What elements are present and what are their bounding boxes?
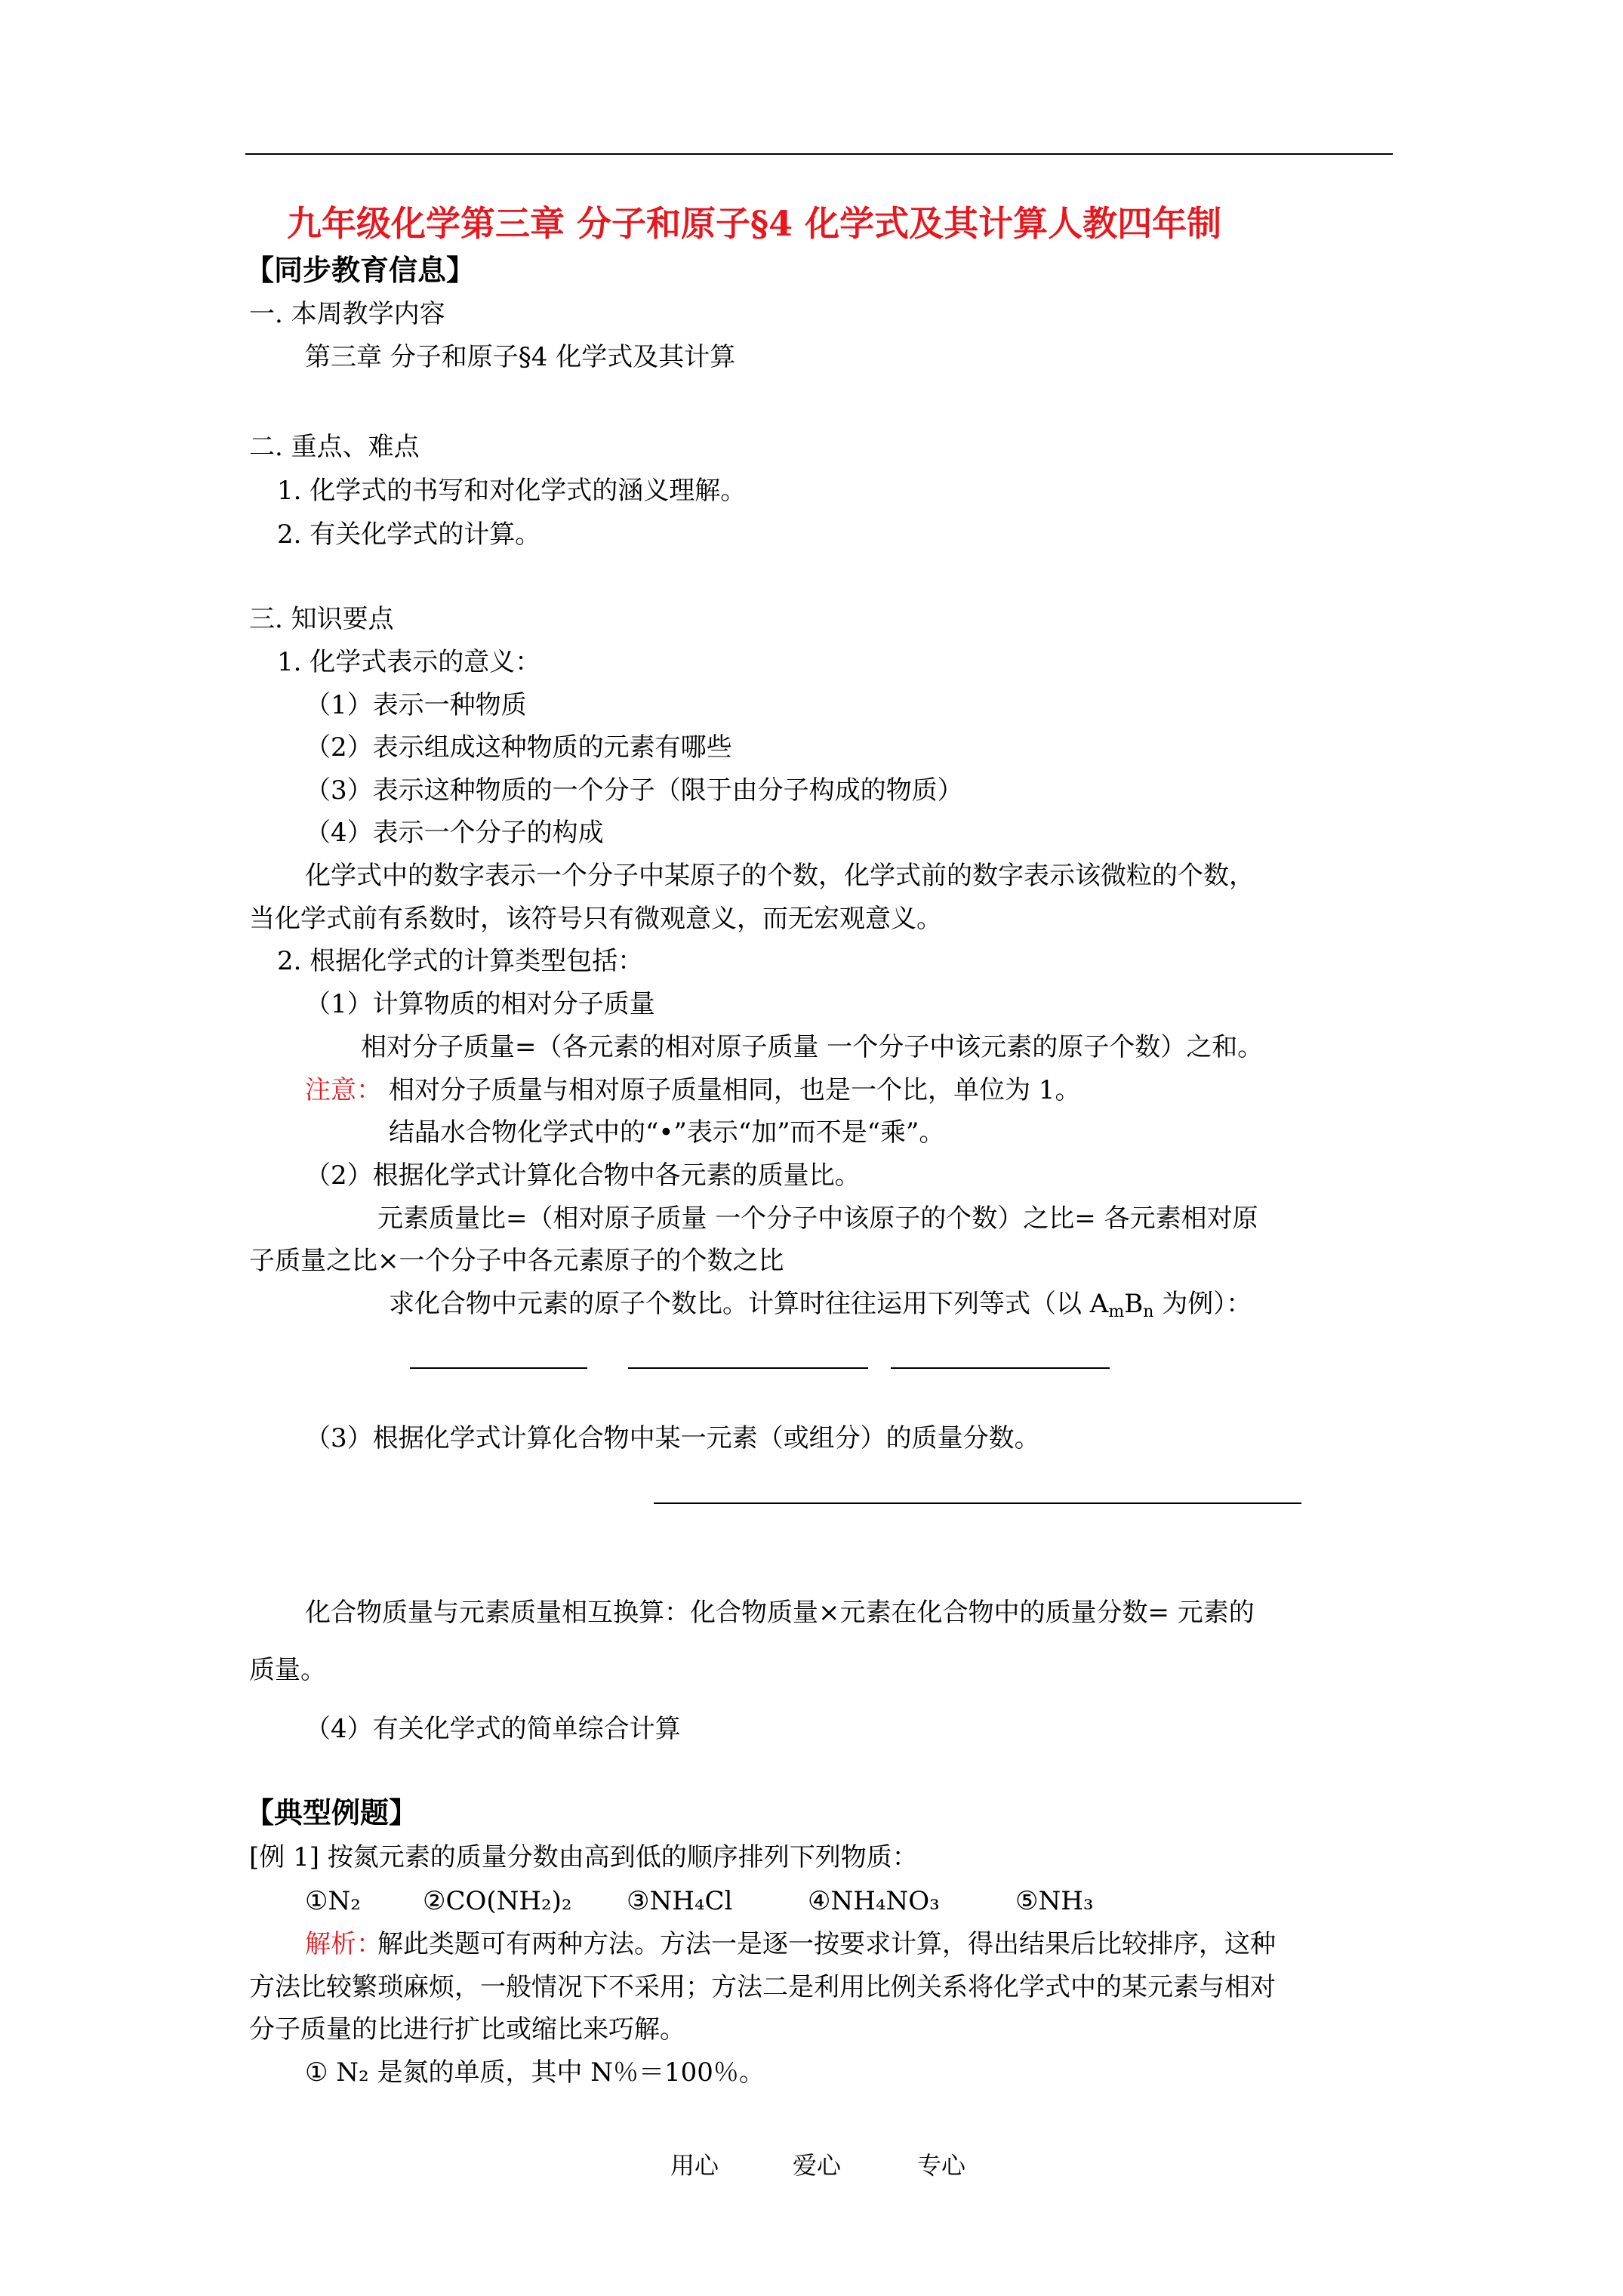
note-text: 结晶水合物化学式中的“•”表示“加”而不是“乘”。 — [389, 1117, 945, 1148]
conversion-text: 质量。 — [249, 1655, 326, 1685]
knowledge-1-item: （4）表示一个分子的构成 — [305, 818, 604, 848]
knowledge-2-3: （3）根据化学式计算化合物中某一元素（或组分）的质量分数。 — [305, 1423, 1040, 1453]
knowledge-1-paragraph: 化学式中的数字表示一个分子中某原子的个数，化学式前的数字表示该微粒的个数， — [305, 861, 1255, 891]
blank-line — [891, 1367, 1110, 1369]
subscript-m: m — [1108, 1302, 1125, 1321]
analysis-text: ① N₂ 是氮的单质，其中 N％＝100％。 — [305, 2057, 765, 2088]
atom-ratio-post: 为例）： — [1153, 1289, 1252, 1319]
knowledge-1-item: （3）表示这种物质的一个分子（限于由分子构成的物质） — [305, 775, 963, 806]
footer-item: 爱心 — [793, 2151, 842, 2180]
knowledge-2: 2. 根据化学式的计算类型包括： — [277, 946, 644, 976]
analysis-text: 解此类题可有两种方法。方法一是逐一按要求计算，得出结果后比较排序，这种 — [377, 1929, 1276, 1959]
heading-1-body: 第三章 分子和原子§4 化学式及其计算 — [305, 342, 736, 372]
section-examples-heading: 【典型例题】 — [245, 1795, 418, 1829]
example-option: ⑤NH₃ — [1015, 1886, 1094, 1916]
blank-line — [410, 1367, 587, 1369]
section-sync-heading: 【同步教育信息】 — [245, 253, 476, 287]
example-option: ①N₂ — [305, 1886, 361, 1916]
page-title: 九年级化学第三章 分子和原子§4 化学式及其计算人教四年制 — [287, 203, 1222, 244]
atom-ratio-mid: B — [1124, 1289, 1144, 1319]
atom-ratio-pre: 求化合物中元素的原子个数比。计算时往往运用下列等式（以 A — [389, 1289, 1109, 1319]
mass-ratio-formula: 子质量之比×一个分子中各元素原子的个数之比 — [249, 1246, 784, 1276]
blank-line — [654, 1502, 1301, 1504]
knowledge-2-2: （2）根据化学式计算化合物中各元素的质量比。 — [305, 1160, 861, 1191]
analysis-text: 分子质量的比进行扩比或缩比来巧解。 — [249, 2014, 685, 2045]
heading-2: 二. 重点、难点 — [249, 432, 420, 462]
knowledge-1-item: （2）表示组成这种物质的元素有哪些 — [305, 732, 732, 763]
footer-item: 专心 — [917, 2151, 966, 2180]
formula-relative-molecular-mass: 相对分子质量=（各元素的相对原子质量 一个分子中该元素的原子个数）之和。 — [361, 1032, 1264, 1062]
example-option: ④NH₄NO₃ — [808, 1886, 940, 1916]
analysis-text: 方法比较繁琐麻烦，一般情况下不采用；方法二是利用比例关系将化学式中的某元素与相对 — [249, 1972, 1276, 2002]
conversion-text: 化合物质量与元素质量相互换算：化合物质量×元素在化合物中的质量分数= 元素的 — [305, 1598, 1255, 1628]
subscript-n: n — [1143, 1302, 1154, 1321]
analysis-label: 解析： — [305, 1929, 382, 1959]
note-text: 相对分子质量与相对原子质量相同，也是一个比，单位为 1。 — [389, 1075, 1081, 1105]
example-1-question: [例 1] 按氮元素的质量分数由高到低的顺序排列下列物质： — [249, 1842, 918, 1872]
mass-ratio-formula: 元素质量比=（相对原子质量 一个分子中该原子的个数）之比= 各元素相对原 — [377, 1203, 1258, 1234]
knowledge-1-paragraph: 当化学式前有系数时，该符号只有微观意义，而无宏观意义。 — [249, 904, 942, 934]
example-option: ②CO(NH₂)₂ — [423, 1886, 572, 1916]
blank-line — [628, 1367, 868, 1369]
knowledge-1: 1. 化学式表示的意义： — [277, 647, 541, 677]
knowledge-2-1: （1）计算物质的相对分子质量 — [305, 989, 655, 1019]
note-label: 注意： — [305, 1075, 382, 1105]
header-rule — [245, 153, 1393, 155]
heading-3: 三. 知识要点 — [249, 604, 394, 634]
example-option: ③NH₄Cl — [627, 1886, 733, 1916]
heading-2-item: 2. 有关化学式的计算。 — [277, 519, 541, 550]
heading-1: 一. 本周教学内容 — [249, 299, 445, 329]
atom-ratio-text — [389, 1289, 1252, 1319]
knowledge-2-4: （4）有关化学式的简单综合计算 — [305, 1714, 681, 1744]
knowledge-1-item: （1）表示一种物质 — [305, 690, 527, 720]
heading-2-item: 1. 化学式的书写和对化学式的涵义理解。 — [277, 476, 747, 506]
footer-item: 用心 — [670, 2151, 719, 2180]
